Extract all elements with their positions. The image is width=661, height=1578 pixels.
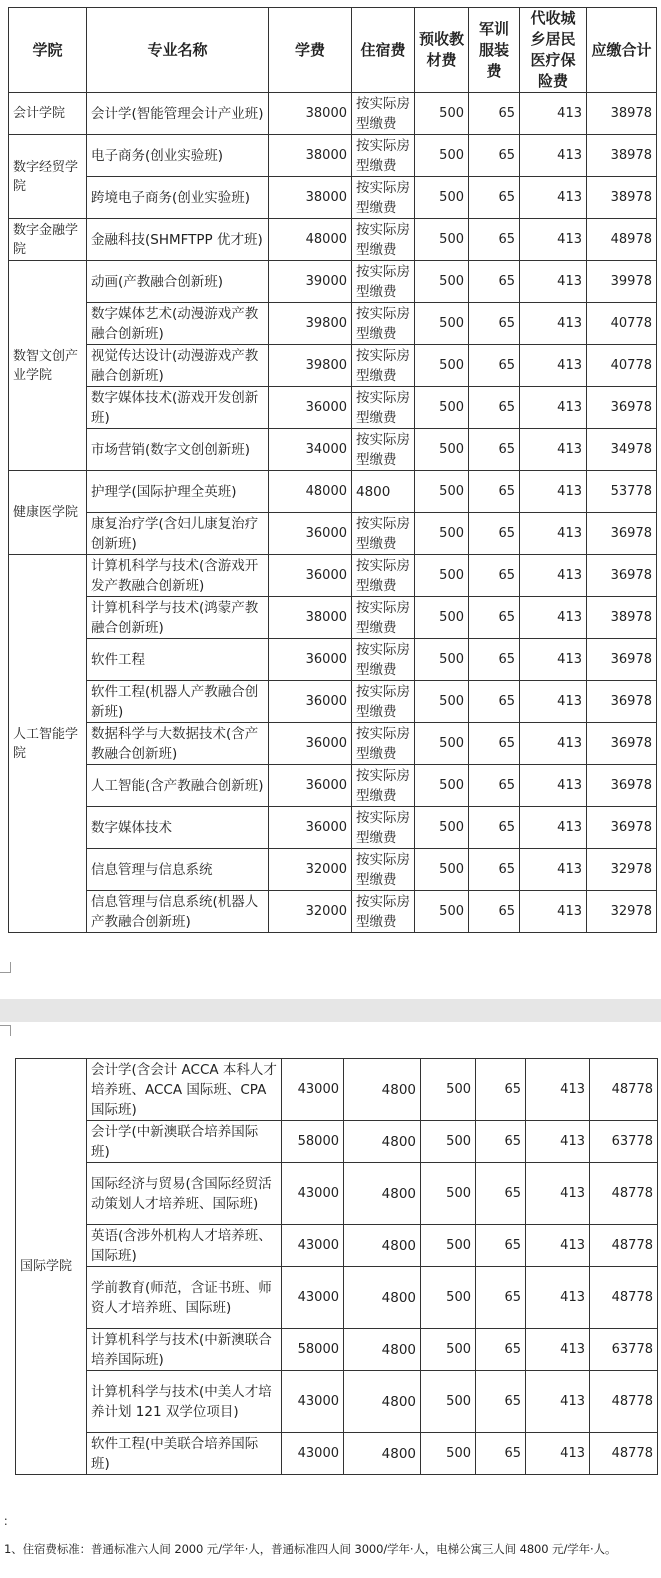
major-cell: 会计学(含会计 ACCA 本科人才培养班、ACCA 国际班、CPA 国际班)	[87, 1059, 282, 1121]
dorm-cell: 4800	[344, 1121, 421, 1163]
insurance-cell: 413	[520, 303, 587, 345]
college-cell: 数字经贸学院	[9, 135, 87, 219]
tuition-cell: 39800	[269, 303, 352, 345]
major-cell: 视觉传达设计(动漫游戏产教融合创新班)	[87, 345, 269, 387]
total-cell: 48778	[590, 1267, 658, 1329]
books-cell: 500	[415, 261, 469, 303]
table-row	[16, 1371, 658, 1433]
insurance-cell: 413	[520, 807, 587, 849]
uniform-cell: 65	[469, 681, 520, 723]
uniform-cell: 65	[469, 807, 520, 849]
table-row	[16, 1225, 658, 1267]
books-cell: 500	[415, 219, 469, 261]
page-corner-mark	[0, 962, 11, 973]
uniform-cell: 65	[469, 639, 520, 681]
total-cell: 36978	[587, 555, 657, 597]
dorm-cell: 按实际房型缴费	[352, 765, 415, 807]
books-cell: 500	[421, 1059, 476, 1121]
dorm-cell: 4800	[352, 471, 415, 513]
books-cell: 500	[415, 93, 469, 135]
books-cell: 500	[421, 1121, 476, 1163]
insurance-cell: 413	[520, 261, 587, 303]
dorm-cell: 按实际房型缴费	[352, 429, 415, 471]
tuition-cell: 43000	[282, 1433, 344, 1475]
college-cell: 健康医学院	[9, 471, 87, 555]
table-row	[9, 219, 657, 261]
college-cell: 会计学院	[9, 93, 87, 135]
books-cell: 500	[421, 1371, 476, 1433]
uniform-cell: 65	[469, 135, 520, 177]
header-books: 预收教材费	[415, 8, 469, 93]
major-cell: 计算机科学与技术(鸿蒙产教融合创新班)	[87, 597, 269, 639]
table-row	[16, 1329, 658, 1371]
table-row	[16, 1267, 658, 1329]
uniform-cell: 65	[476, 1163, 526, 1225]
tuition-cell: 43000	[282, 1371, 344, 1433]
tuition-cell: 36000	[269, 387, 352, 429]
uniform-cell: 65	[476, 1329, 526, 1371]
major-cell: 信息管理与信息系统	[87, 849, 269, 891]
insurance-cell: 413	[526, 1371, 590, 1433]
fee-table-part-1	[8, 7, 657, 933]
books-cell: 500	[415, 723, 469, 765]
table-row	[9, 849, 657, 891]
total-cell: 63778	[590, 1329, 658, 1371]
insurance-cell: 413	[526, 1267, 590, 1329]
books-cell: 500	[415, 597, 469, 639]
major-cell: 动画(产教融合创新班)	[87, 261, 269, 303]
books-cell: 500	[415, 807, 469, 849]
major-cell: 数字媒体技术(游戏开发创新班)	[87, 387, 269, 429]
uniform-cell: 65	[469, 261, 520, 303]
insurance-cell: 413	[520, 597, 587, 639]
table-row	[9, 639, 657, 681]
tuition-cell: 36000	[269, 639, 352, 681]
uniform-cell: 65	[476, 1225, 526, 1267]
total-cell: 34978	[587, 429, 657, 471]
uniform-cell: 65	[469, 93, 520, 135]
tuition-cell: 48000	[269, 219, 352, 261]
header-college: 学院	[9, 8, 87, 93]
major-cell: 会计学(中新澳联合培养国际班)	[87, 1121, 282, 1163]
tuition-cell: 38000	[269, 93, 352, 135]
table-row	[16, 1121, 658, 1163]
books-cell: 500	[421, 1225, 476, 1267]
tuition-cell: 39800	[269, 345, 352, 387]
uniform-cell: 65	[476, 1433, 526, 1475]
table-row	[9, 555, 657, 597]
tuition-cell: 58000	[282, 1121, 344, 1163]
header-tuition: 学费	[269, 8, 352, 93]
insurance-cell: 413	[526, 1121, 590, 1163]
insurance-cell: 413	[526, 1329, 590, 1371]
uniform-cell: 65	[476, 1371, 526, 1433]
insurance-cell: 413	[520, 681, 587, 723]
table-row	[16, 1163, 658, 1225]
insurance-cell: 413	[520, 765, 587, 807]
page-corner-mark	[0, 1025, 11, 1036]
tuition-cell: 43000	[282, 1163, 344, 1225]
uniform-cell: 65	[476, 1267, 526, 1329]
tuition-cell: 39000	[269, 261, 352, 303]
books-cell: 500	[415, 891, 469, 933]
total-cell: 36978	[587, 807, 657, 849]
dorm-cell: 按实际房型缴费	[352, 177, 415, 219]
total-cell: 36978	[587, 723, 657, 765]
dorm-cell: 按实际房型缴费	[352, 891, 415, 933]
uniform-cell: 65	[469, 345, 520, 387]
table-row	[9, 513, 657, 555]
total-cell: 48778	[590, 1371, 658, 1433]
books-cell: 500	[415, 513, 469, 555]
table-row	[9, 681, 657, 723]
uniform-cell: 65	[469, 219, 520, 261]
notes-colon: ：	[3, 1514, 16, 1528]
table-row	[9, 345, 657, 387]
tuition-cell: 43000	[282, 1225, 344, 1267]
uniform-cell: 65	[469, 387, 520, 429]
major-cell: 金融科技(SHMFTPP 优才班)	[87, 219, 269, 261]
dorm-cell: 按实际房型缴费	[352, 723, 415, 765]
dorm-cell: 4800	[344, 1059, 421, 1121]
books-cell: 500	[415, 765, 469, 807]
dorm-cell: 4800	[344, 1371, 421, 1433]
insurance-cell: 413	[526, 1163, 590, 1225]
major-cell: 会计学(智能管理会计产业班)	[87, 93, 269, 135]
dorm-cell: 按实际房型缴费	[352, 555, 415, 597]
total-cell: 38978	[587, 597, 657, 639]
books-cell: 500	[415, 387, 469, 429]
total-cell: 48978	[587, 219, 657, 261]
insurance-cell: 413	[520, 135, 587, 177]
dorm-cell: 按实际房型缴费	[352, 219, 415, 261]
major-cell: 国际经济与贸易(含国际经贸活动策划人才培养班、国际班)	[87, 1163, 282, 1225]
insurance-cell: 413	[520, 219, 587, 261]
dorm-cell: 按实际房型缴费	[352, 681, 415, 723]
table-row	[9, 765, 657, 807]
major-cell: 市场营销(数字文创创新班)	[87, 429, 269, 471]
table-row	[9, 471, 657, 513]
total-cell: 39978	[587, 261, 657, 303]
dorm-cell: 按实际房型缴费	[352, 135, 415, 177]
table-row	[9, 261, 657, 303]
total-cell: 53778	[587, 471, 657, 513]
books-cell: 500	[415, 849, 469, 891]
table-row	[9, 429, 657, 471]
table-row	[9, 891, 657, 933]
major-cell: 英语(含涉外机构人才培养班、国际班)	[87, 1225, 282, 1267]
books-cell: 500	[421, 1163, 476, 1225]
total-cell: 36978	[587, 513, 657, 555]
header-uniform: 军训服装费	[469, 8, 520, 93]
uniform-cell: 65	[469, 303, 520, 345]
tuition-cell: 43000	[282, 1059, 344, 1121]
dorm-cell: 按实际房型缴费	[352, 345, 415, 387]
header-insurance: 代收城乡居民医疗保险费	[520, 8, 587, 93]
insurance-cell: 413	[520, 555, 587, 597]
insurance-cell: 413	[526, 1225, 590, 1267]
total-cell: 38978	[587, 93, 657, 135]
books-cell: 500	[415, 471, 469, 513]
dorm-cell: 4800	[344, 1225, 421, 1267]
major-cell: 跨境电子商务(创业实验班)	[87, 177, 269, 219]
total-cell: 36978	[587, 765, 657, 807]
insurance-cell: 413	[520, 639, 587, 681]
total-cell: 48778	[590, 1433, 658, 1475]
dorm-cell: 按实际房型缴费	[352, 639, 415, 681]
dorm-cell: 4800	[344, 1267, 421, 1329]
major-cell: 人工智能(含产教融合创新班)	[87, 765, 269, 807]
uniform-cell: 65	[469, 513, 520, 555]
books-cell: 500	[415, 135, 469, 177]
tuition-cell: 32000	[269, 891, 352, 933]
tuition-cell: 43000	[282, 1267, 344, 1329]
dorm-cell: 4800	[344, 1329, 421, 1371]
header-total: 应缴合计	[587, 8, 657, 93]
college-cell: 数智文创产业学院	[9, 261, 87, 471]
tuition-cell: 36000	[269, 723, 352, 765]
tuition-cell: 36000	[269, 513, 352, 555]
tuition-cell: 34000	[269, 429, 352, 471]
insurance-cell: 413	[520, 387, 587, 429]
major-cell: 数字媒体艺术(动漫游戏产教融合创新班)	[87, 303, 269, 345]
notes-line-1: 1、住宿费标准：普通标准六人间 2000 元/学年·人，普通标准四人间 3000/学年·人，电梯公寓三人间 4800 元/学年·人。	[4, 1542, 617, 1556]
dorm-cell: 按实际房型缴费	[352, 387, 415, 429]
insurance-cell: 413	[520, 513, 587, 555]
books-cell: 500	[421, 1267, 476, 1329]
total-cell: 40778	[587, 345, 657, 387]
tuition-cell: 58000	[282, 1329, 344, 1371]
books-cell: 500	[415, 639, 469, 681]
table-row	[9, 387, 657, 429]
insurance-cell: 413	[526, 1059, 590, 1121]
total-cell: 32978	[587, 891, 657, 933]
books-cell: 500	[415, 429, 469, 471]
insurance-cell: 413	[520, 345, 587, 387]
table-row	[16, 1059, 658, 1121]
major-cell: 计算机科学与技术(含游戏开发产教融合创新班)	[87, 555, 269, 597]
dorm-cell: 按实际房型缴费	[352, 597, 415, 639]
major-cell: 信息管理与信息系统(机器人产教融合创新班)	[87, 891, 269, 933]
uniform-cell: 65	[469, 597, 520, 639]
tuition-cell: 38000	[269, 177, 352, 219]
insurance-cell: 413	[520, 849, 587, 891]
books-cell: 500	[421, 1329, 476, 1371]
books-cell: 500	[415, 177, 469, 219]
table-row	[9, 723, 657, 765]
dorm-cell: 按实际房型缴费	[352, 93, 415, 135]
insurance-cell: 413	[520, 471, 587, 513]
major-cell: 数字媒体技术	[87, 807, 269, 849]
uniform-cell: 65	[469, 849, 520, 891]
uniform-cell: 65	[469, 177, 520, 219]
uniform-cell: 65	[469, 765, 520, 807]
uniform-cell: 65	[469, 429, 520, 471]
books-cell: 500	[421, 1433, 476, 1475]
uniform-cell: 65	[469, 471, 520, 513]
total-cell: 38978	[587, 135, 657, 177]
total-cell: 48778	[590, 1059, 658, 1121]
dorm-cell: 按实际房型缴费	[352, 261, 415, 303]
books-cell: 500	[415, 345, 469, 387]
table-row	[9, 177, 657, 219]
uniform-cell: 65	[469, 555, 520, 597]
dorm-cell: 按实际房型缴费	[352, 513, 415, 555]
books-cell: 500	[415, 555, 469, 597]
books-cell: 500	[415, 303, 469, 345]
tuition-cell: 32000	[269, 849, 352, 891]
tuition-cell: 48000	[269, 471, 352, 513]
total-cell: 32978	[587, 849, 657, 891]
total-cell: 36978	[587, 681, 657, 723]
dorm-cell: 按实际房型缴费	[352, 849, 415, 891]
page-break-bar	[0, 999, 661, 1022]
tuition-cell: 36000	[269, 681, 352, 723]
header-major: 专业名称	[87, 8, 269, 93]
insurance-cell: 413	[520, 723, 587, 765]
tuition-cell: 36000	[269, 765, 352, 807]
insurance-cell: 413	[520, 93, 587, 135]
total-cell: 38978	[587, 177, 657, 219]
table-row	[9, 93, 657, 135]
insurance-cell: 413	[520, 891, 587, 933]
major-cell: 电子商务(创业实验班)	[87, 135, 269, 177]
table-row	[9, 135, 657, 177]
major-cell: 学前教育(师范，含证书班、师资人才培养班、国际班)	[87, 1267, 282, 1329]
insurance-cell: 413	[520, 177, 587, 219]
total-cell: 48778	[590, 1225, 658, 1267]
major-cell: 软件工程(中美联合培养国际班)	[87, 1433, 282, 1475]
major-cell: 计算机科学与技术(中美人才培养计划 121 双学位项目)	[87, 1371, 282, 1433]
total-cell: 36978	[587, 387, 657, 429]
header-row	[9, 8, 657, 93]
uniform-cell: 65	[476, 1121, 526, 1163]
table-row	[16, 1433, 658, 1475]
total-cell: 40778	[587, 303, 657, 345]
college-cell: 人工智能学院	[9, 555, 87, 933]
dorm-cell: 4800	[344, 1433, 421, 1475]
major-cell: 软件工程(机器人产教融合创新班)	[87, 681, 269, 723]
total-cell: 48778	[590, 1163, 658, 1225]
books-cell: 500	[415, 681, 469, 723]
table-row	[9, 597, 657, 639]
dorm-cell: 4800	[344, 1163, 421, 1225]
uniform-cell: 65	[469, 723, 520, 765]
tuition-cell: 36000	[269, 807, 352, 849]
college-cell: 数字金融学院	[9, 219, 87, 261]
major-cell: 数据科学与大数据技术(含产教融合创新班)	[87, 723, 269, 765]
college-cell: 国际学院	[16, 1059, 87, 1475]
total-cell: 36978	[587, 639, 657, 681]
uniform-cell: 65	[476, 1059, 526, 1121]
table-row	[9, 303, 657, 345]
insurance-cell: 413	[526, 1433, 590, 1475]
table-row	[9, 807, 657, 849]
tuition-cell: 38000	[269, 135, 352, 177]
major-cell: 计算机科学与技术(中新澳联合培养国际班)	[87, 1329, 282, 1371]
dorm-cell: 按实际房型缴费	[352, 807, 415, 849]
tuition-cell: 36000	[269, 555, 352, 597]
major-cell: 护理学(国际护理全英班)	[87, 471, 269, 513]
major-cell: 软件工程	[87, 639, 269, 681]
uniform-cell: 65	[469, 891, 520, 933]
fee-table-part-2	[15, 1058, 658, 1475]
dorm-cell: 按实际房型缴费	[352, 303, 415, 345]
header-dorm: 住宿费	[352, 8, 415, 93]
insurance-cell: 413	[520, 429, 587, 471]
major-cell: 康复治疗学(含妇儿康复治疗创新班)	[87, 513, 269, 555]
total-cell: 63778	[590, 1121, 658, 1163]
tuition-cell: 38000	[269, 597, 352, 639]
